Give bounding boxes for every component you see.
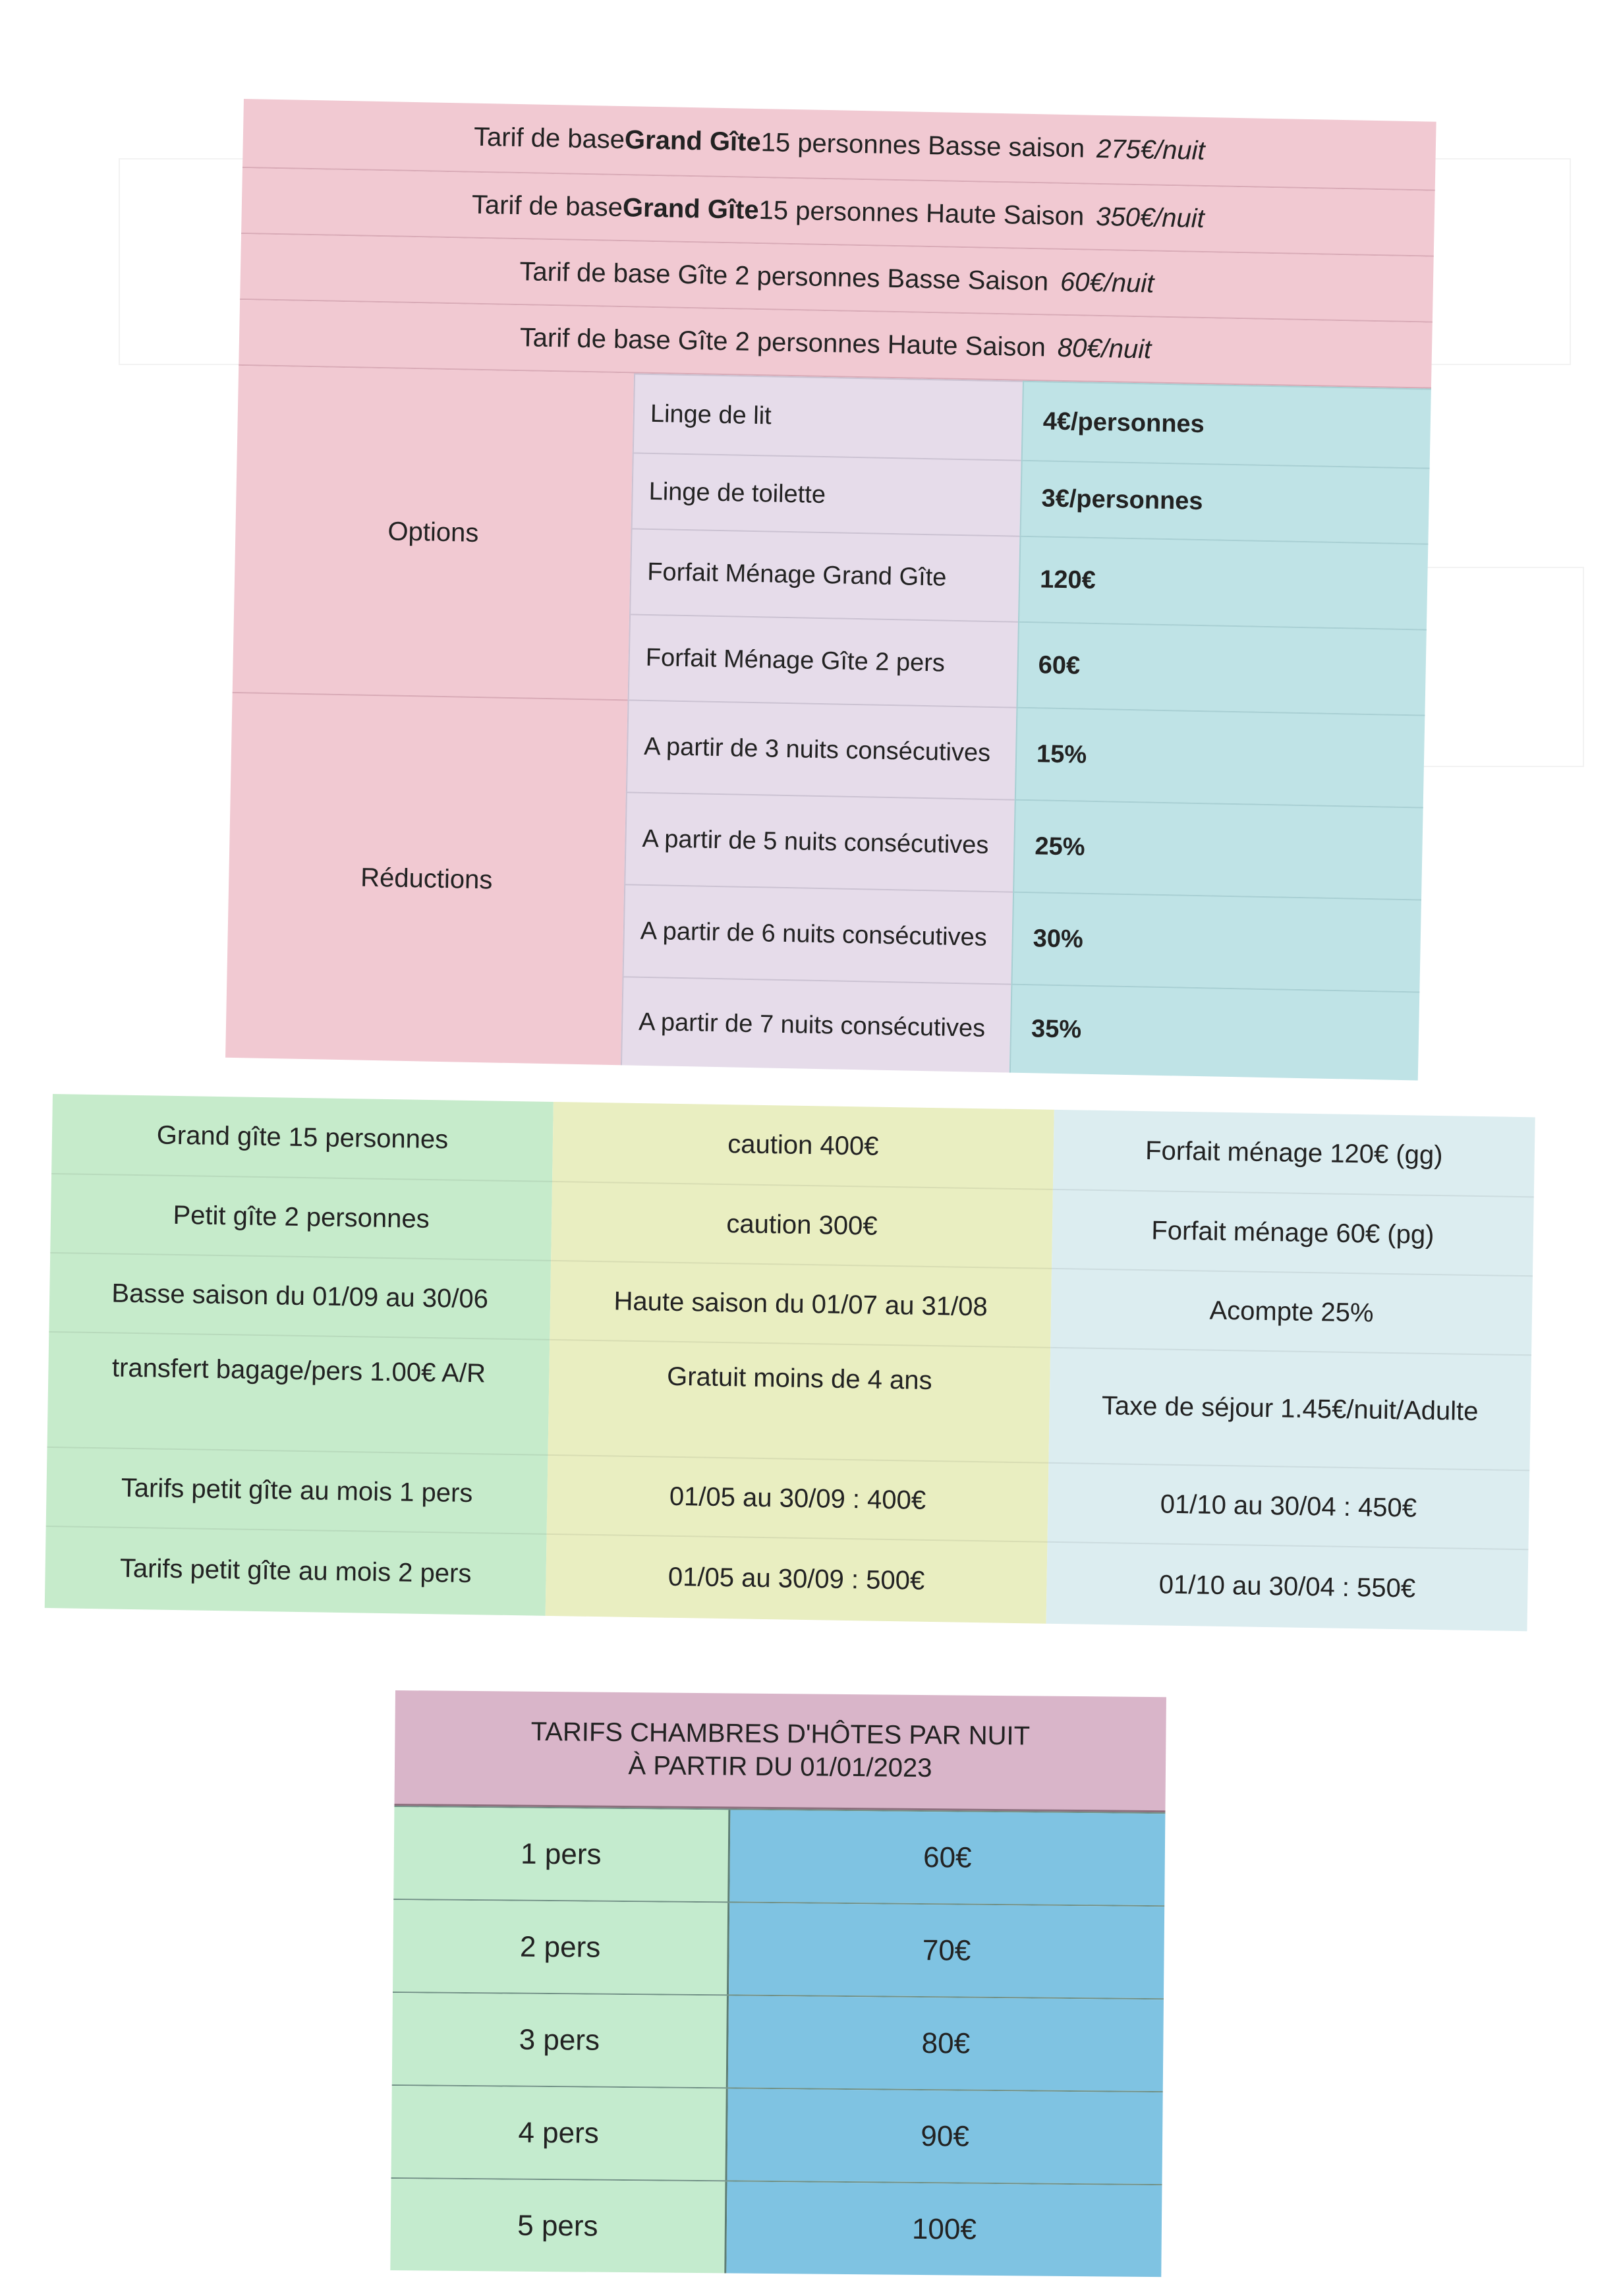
option-label: Forfait Ménage Grand Gîte [629, 528, 1019, 621]
chambres-row [390, 2177, 1162, 2277]
general-info-cell: Forfait ménage 60€ (pg) [1052, 1189, 1534, 1275]
base-tariff-suffix: 15 personnes Basse saison [760, 128, 1085, 163]
base-tariff-suffix: 15 personnes Haute Saison [758, 195, 1085, 231]
base-tariff-prefix: Tarif de base [473, 122, 625, 155]
general-info-cell: 01/10 au 30/04 : 550€ [1046, 1541, 1529, 1631]
chambres-pers: 2 pers [393, 1900, 729, 1994]
base-tariff-price: 80€/nuit [1057, 333, 1152, 364]
chambres-pers: 4 pers [391, 2086, 728, 2180]
general-info-cell: caution 300€ [551, 1181, 1053, 1268]
general-info-column [546, 1102, 1054, 1624]
options-label: Options [233, 366, 634, 699]
chambres-row [391, 2084, 1163, 2184]
chambres-row [393, 1806, 1165, 1905]
general-info-cell: 01/05 au 30/09 : 400€ [547, 1454, 1049, 1541]
reduction-value: 30% [1011, 892, 1421, 992]
general-info-cell: Basse saison du 01/09 au 30/06 [49, 1252, 551, 1339]
general-info-cell: caution 400€ [727, 1129, 879, 1161]
general-info-cell: 01/10 au 30/04 : 450€ [1048, 1462, 1530, 1549]
option-value: 120€ [1018, 536, 1428, 629]
base-tariff-price: 350€/nuit [1095, 202, 1205, 233]
chambres-title [394, 1690, 1166, 1812]
chambres-price: 60€ [729, 1810, 1165, 1905]
chambres-title-line2: À PARTIR DU 01/01/2023 [628, 1751, 932, 1783]
chambres-row [393, 1899, 1164, 1998]
option-label: Linge de toilette [631, 452, 1021, 535]
reduction-value: 25% [1013, 799, 1423, 900]
general-info-table [45, 1094, 1535, 1631]
general-info-cell: Gratuit moins de 4 ans [548, 1339, 1051, 1462]
chambres-hotes-table [390, 1690, 1166, 2277]
general-info-column [45, 1094, 554, 1616]
chambres-title-line1: TARIFS CHAMBRES D'HÔTES PAR NUIT [530, 1717, 1031, 1751]
chambres-pers: 1 pers [393, 1807, 730, 1901]
chambres-row [392, 1992, 1164, 2091]
general-info-cell: Tarifs petit gîte au mois 1 pers [46, 1447, 548, 1534]
general-info-cell: Forfait ménage 120€ (gg) [1145, 1135, 1443, 1170]
option-label: Forfait Ménage Gîte 2 pers [628, 614, 1018, 706]
option-value: 3€/personnes [1019, 460, 1429, 544]
general-info-cell: transfert bagage/pers 1.00€ A/R [47, 1331, 550, 1454]
reduction-label: A partir de 7 nuits consécutives [621, 976, 1011, 1072]
chambres-pers: 5 pers [390, 2179, 727, 2273]
reduction-value: 35% [1009, 984, 1419, 1081]
gite-tariffs-table [225, 99, 1436, 1080]
chambres-price: 70€ [729, 1903, 1164, 1998]
general-info-cell: 01/05 au 30/09 : 500€ [546, 1534, 1048, 1624]
reduction-label: A partir de 3 nuits consécutives [626, 699, 1017, 799]
reduction-label: A partir de 5 nuits consécutives [624, 791, 1015, 891]
general-info-cell: Acompte 25% [1050, 1268, 1533, 1354]
reduction-value: 15% [1015, 707, 1425, 807]
chambres-pers: 3 pers [392, 1993, 729, 2087]
base-tariff-bold: Grand Gîte [622, 192, 760, 225]
base-tariff-prefix: Tarif de base Gîte 2 personnes Basse Saison [519, 256, 1049, 296]
base-tariff-price: 275€/nuit [1096, 134, 1206, 166]
base-tariff-price: 60€/nuit [1060, 267, 1154, 299]
general-info-cell: Grand gîte 15 personnes [156, 1120, 449, 1154]
reductions-label: Réductions [225, 692, 628, 1065]
general-info-cell: Taxe de séjour 1.45€/nuit/Adulte [1048, 1347, 1531, 1470]
base-tariff-bold: Grand Gîte [624, 125, 762, 158]
chambres-price: 90€ [727, 2088, 1163, 2184]
option-value: 4€/personnes [1021, 381, 1431, 468]
general-info-cell: Petit gîte 2 personnes [50, 1173, 552, 1260]
general-info-cell: Tarifs petit gîte au mois 2 pers [45, 1526, 547, 1616]
reduction-label: A partir de 6 nuits consécutives [623, 884, 1013, 983]
option-label: Linge de lit [633, 373, 1023, 459]
chambres-price: 100€ [726, 2181, 1162, 2277]
base-tariff-prefix: Tarif de base Gîte 2 personnes Haute Saison [519, 322, 1046, 362]
chambres-price: 80€ [728, 1995, 1164, 2091]
general-info-cell: Haute saison du 01/07 au 31/08 [550, 1260, 1052, 1347]
option-value: 60€ [1017, 621, 1427, 715]
general-info-column [1046, 1110, 1535, 1631]
base-tariff-prefix: Tarif de base [471, 190, 623, 222]
